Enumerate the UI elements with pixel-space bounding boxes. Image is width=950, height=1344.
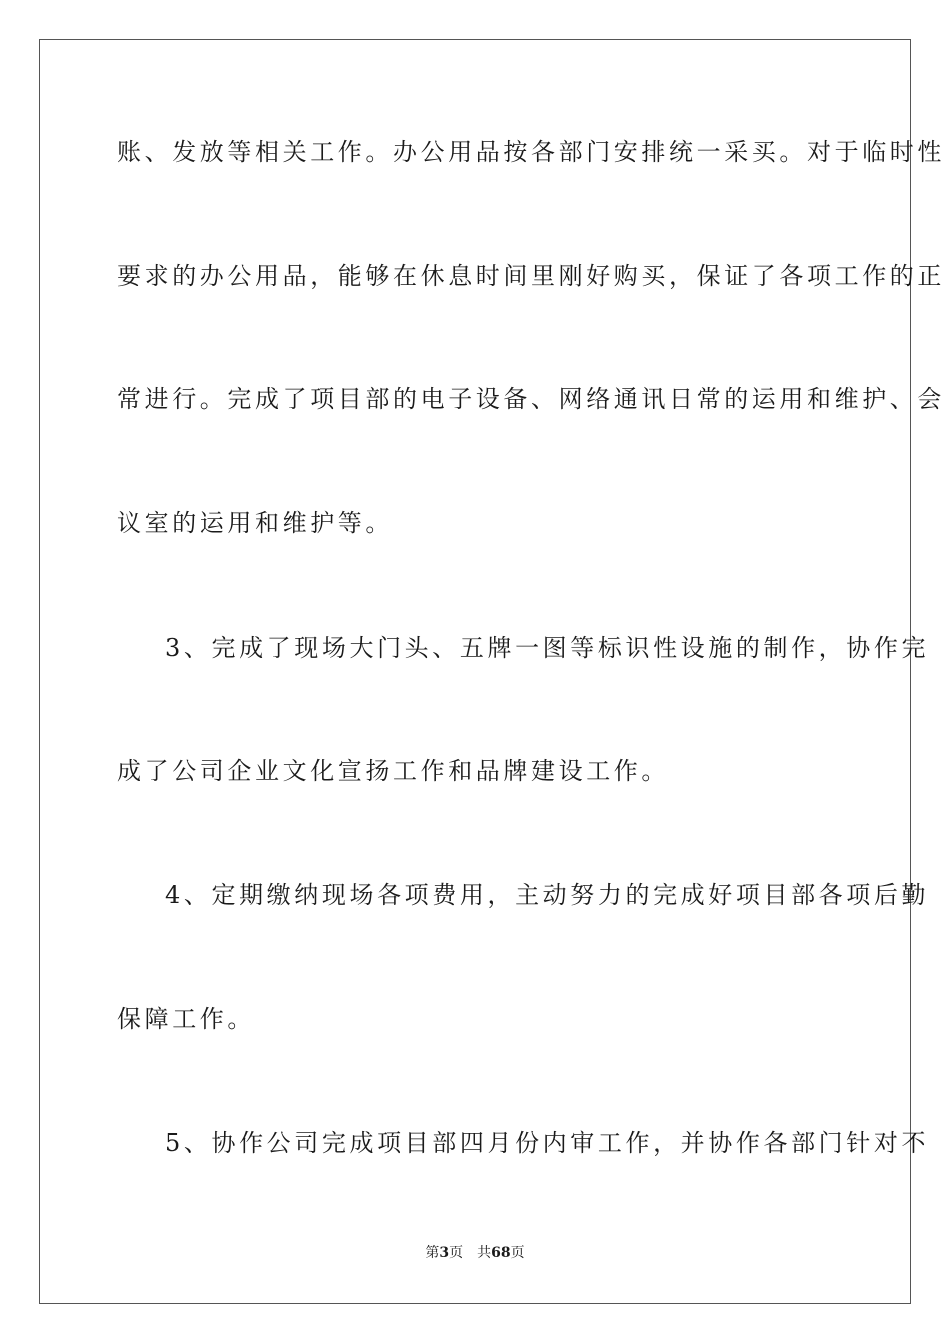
page-footer bbox=[0, 1243, 950, 1263]
text-line: 成了公司企业文化宣扬工作和品牌建设工作。 bbox=[117, 757, 669, 785]
total-page-count: 68 bbox=[491, 1245, 511, 1261]
paragraph-first-line: 4、定期缴纳现场各项费用，主动努力的完成好项目部各项后勤 bbox=[165, 881, 930, 909]
paragraph-first-line: 5、协作公司完成项目部四月份内审工作，并协作各部门针对不 bbox=[165, 1129, 930, 1157]
page-label-suffix: 页 bbox=[449, 1245, 464, 1261]
total-label-suffix: 页 bbox=[510, 1245, 525, 1261]
text-line: 账、发放等相关工作。办公用品按各部门安排统一采买。对于临时性 bbox=[117, 138, 945, 166]
current-page-number: 3 bbox=[439, 1245, 450, 1261]
text-line: 常进行。完成了项目部的电子设备、网络通讯日常的运用和维护、会 bbox=[117, 385, 945, 413]
paragraph-first-line: 3、完成了现场大门头、五牌一图等标识性设施的制作，协作完 bbox=[165, 634, 930, 662]
page-label-prefix: 第 bbox=[425, 1245, 440, 1261]
text-line: 议室的运用和维护等。 bbox=[117, 509, 393, 537]
text-line: 要求的办公用品，能够在休息时间里刚好购买，保证了各项工作的正 bbox=[117, 262, 945, 290]
page-border bbox=[39, 39, 945, 1304]
text-line: 保障工作。 bbox=[117, 1005, 255, 1033]
total-label-prefix: 共 bbox=[477, 1245, 492, 1261]
